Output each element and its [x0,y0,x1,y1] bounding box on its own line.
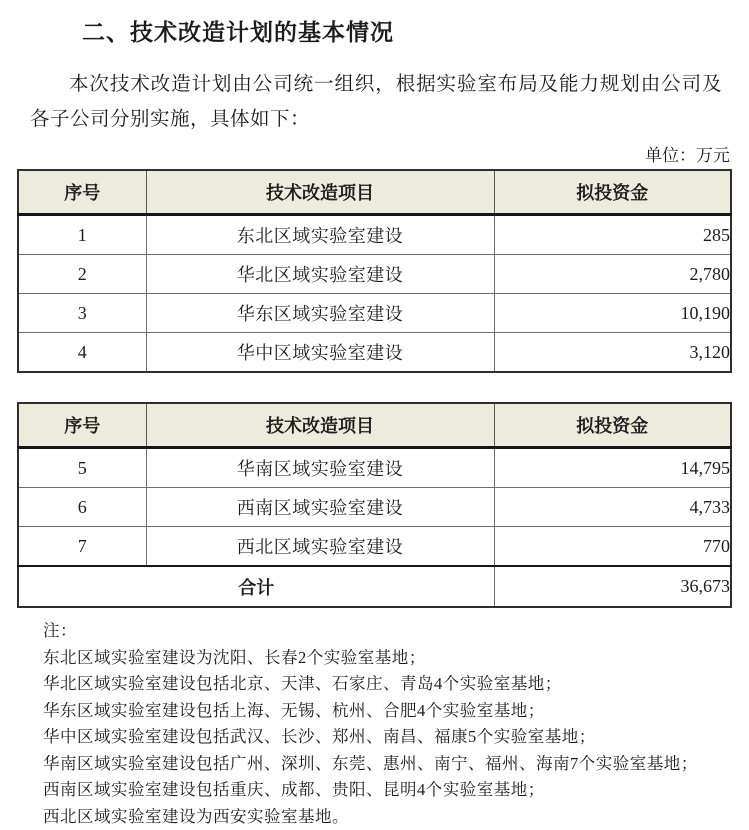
table-header-row [18,170,731,215]
table-row [18,255,731,294]
intro-paragraph: 本次技术改造计划由公司统一组织，根据实验室布局及能力规划由公司及各子公司分别实施，具体如下： [30,67,722,137]
table-row [18,333,731,373]
amount-cell: 10,190 [494,294,731,333]
investment-table-1 [17,169,732,373]
table-row [18,215,731,255]
column-header-project: 技术改造项目 [146,403,494,448]
table-gap [17,373,730,402]
note-line: 东北区域实验室建设为沈阳、长春2个实验室基地； [43,645,730,672]
note-line: 华南区域实验室建设包括广州、深圳、东莞、惠州、南宁、福州、海南7个实验室基地； [43,751,730,778]
amount-cell: 285 [494,215,731,255]
note-line: 华北区域实验室建设包括北京、天津、石家庄、青岛4个实验室基地； [43,671,730,698]
project-cell: 西南区域实验室建设 [146,488,494,527]
total-amount-cell: 36,673 [494,566,731,607]
column-header-project: 技术改造项目 [146,170,494,215]
table-header-row [18,403,731,448]
column-header-amount: 拟投资金 [494,170,731,215]
total-label-cell: 合计 [18,566,494,607]
table-row [18,448,731,488]
investment-table-2 [17,402,732,608]
project-cell: 华南区域实验室建设 [146,448,494,488]
project-cell: 东北区域实验室建设 [146,215,494,255]
amount-cell: 3,120 [494,333,731,373]
seq-cell: 4 [18,333,146,373]
unit-label: 单位：万元 [17,141,730,166]
seq-cell: 5 [18,448,146,488]
column-header-amount: 拟投资金 [494,403,731,448]
note-line: 华中区域实验室建设包括武汉、长沙、郑州、南昌、福康5个实验室基地； [43,724,730,751]
seq-cell: 2 [18,255,146,294]
column-header-seq: 序号 [18,403,146,448]
note-line: 西南区域实验室建设包括重庆、成都、贵阳、昆明4个实验室基地； [43,777,730,804]
page-title: 二、技术改造计划的基本情况 [82,14,730,47]
project-cell: 华中区域实验室建设 [146,333,494,373]
project-cell: 华北区域实验室建设 [146,255,494,294]
seq-cell: 6 [18,488,146,527]
seq-cell: 3 [18,294,146,333]
amount-cell: 2,780 [494,255,731,294]
note-line: 西北区域实验室建设为西安实验室基地。 [43,804,730,830]
amount-cell: 770 [494,527,731,567]
note-line: 华东区域实验室建设包括上海、无锡、杭州、合肥4个实验室基地； [43,698,730,725]
seq-cell: 1 [18,215,146,255]
notes-label: 注： [43,618,730,645]
project-cell: 华东区域实验室建设 [146,294,494,333]
amount-cell: 14,795 [494,448,731,488]
project-cell: 西北区域实验室建设 [146,527,494,567]
notes-section [43,618,730,830]
column-header-seq: 序号 [18,170,146,215]
amount-cell: 4,733 [494,488,731,527]
table-row [18,294,731,333]
total-row [18,566,731,607]
table-row [18,527,731,567]
table-row [18,488,731,527]
seq-cell: 7 [18,527,146,567]
